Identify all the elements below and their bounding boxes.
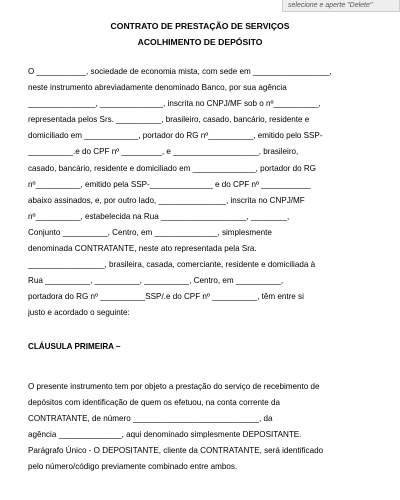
preamble-line: abaixo assinados, e, por outro lado, _______________, inscrita no CNPJ/MF — [28, 195, 305, 205]
preamble-line: nº__________, estabelecida na Rua ___________________, ________, — [28, 211, 290, 221]
clause-line: Parágrafo Único - O DEPOSITANTE, cliente da CONTRATANTE, será identificado — [28, 446, 324, 456]
preamble-line: _______________, ______________, inscrita no CNPJ/MF sob o nº__________, — [28, 99, 321, 109]
preamble-line: denominada CONTRATANTE, neste ato representada pela Sra. — [28, 244, 257, 254]
preamble-line: portadora do RG nº __________SSP/.e do CPF nº __________, têm entre si — [28, 292, 304, 302]
clause-line: CONTRATANTE, de número ____________________________, da — [28, 414, 273, 424]
clause-first-heading: CLÁUSULA PRIMEIRA – — [28, 342, 121, 351]
contract-subtitle: ACOLHIMENTO DE DEPÓSITO — [137, 37, 263, 47]
clause-line: pelo número/código previamente combinado entre ambos. — [28, 462, 238, 472]
preamble-line: Conjunto __________, Centro, em ______________, simplesmente — [28, 227, 272, 237]
clause-line: depósitos com identificação de quem os efetuou, na conta corrente da — [28, 398, 280, 408]
preamble-line: Rua __________, __________, __________, Centro, em __________, — [28, 276, 284, 286]
preamble-line: neste instrumento abreviadamente denominado Banco, por sua agência — [28, 83, 287, 93]
preamble-line: justo e acordado o seguinte: — [28, 308, 130, 318]
clause-line: O presente instrumento tem por objeto a prestação do serviço de recebimento de — [28, 382, 320, 391]
preamble-line: representada pelos Srs. __________, brasileiro, casado, bancário, residente e — [28, 115, 310, 125]
preamble-line: domiciliado em ____________, portador do RG nº__________, emitido pelo SSP- — [28, 131, 323, 141]
clause-line: agência ______________, aqui denominado simplesmente DEPOSITANTE. — [28, 430, 302, 440]
contract-title: CONTRATO DE PRESTAÇÃO DE SERVIÇOS — [110, 21, 290, 31]
preamble-line: O ___________, sociedade de economia mista, com sede em _________________, — [28, 67, 332, 76]
preamble-paragraph — [28, 64, 367, 322]
preamble-line: nº__________, emitido pela SSP-______________ e do CPF nº ___________ — [28, 179, 311, 189]
delete-hint-tag: selecione e aperte "Delete" — [282, 0, 400, 12]
preamble-line: __________.e do CPF nº _________, e ___________________, brasileiro, — [28, 147, 299, 157]
preamble-line: _________________, brasileira, casada, comerciante, residente e domiciliada à — [28, 260, 316, 270]
preamble-line: casado, bancário, residente e domiciliado em ______________, portador do RG — [28, 163, 316, 173]
clause-first-paragraph — [28, 379, 367, 476]
